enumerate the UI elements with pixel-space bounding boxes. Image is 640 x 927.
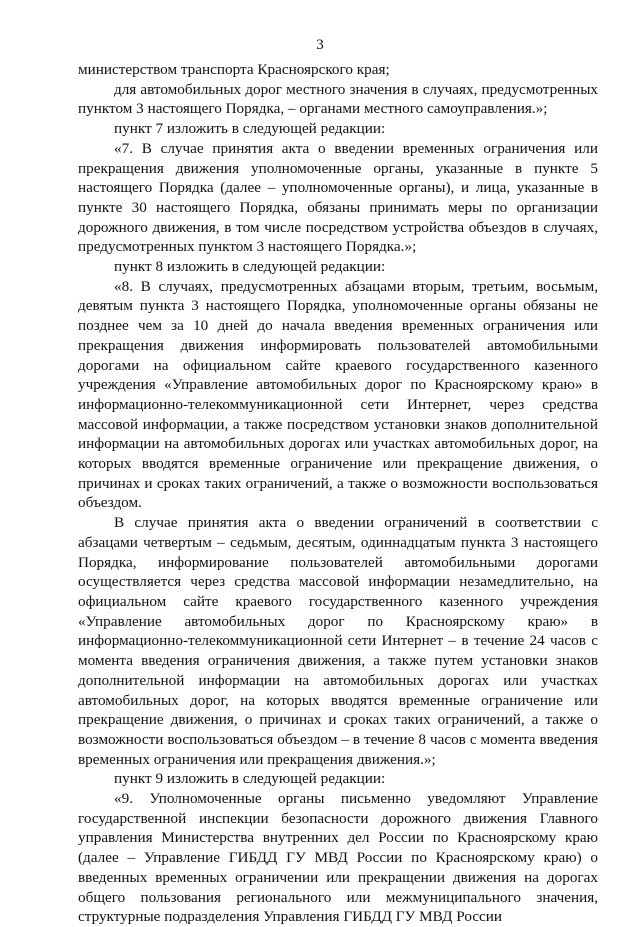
paragraph-6: «8. В случаях, предусмотренных абзацами вторым, третьим, восьмым, девятым пункта 3 настоящего Порядка, уполномоченные органы обязаны не позднее чем за 10 дней до начала введения временных ограничения или прекращения движения информировать пользователей автомобильными дорогами на официальном сайте краевого государственного казенного учреждения «Управление автомобильных дорог по Красноярскому краю» в информационно-телекоммуникационной сети Интернет, через средства массовой информации, а также посредством установки знаков дополнительной информации на автомобильных дорогах или участках автомобильных дорог, на которых вводятся временные ограничение или прекращение движения, о причинах и сроках таких ограничений, а также о возможности воспользоваться объездом. [78, 277, 598, 512]
paragraph-5: пункт 8 изложить в следующей редакции: [114, 258, 386, 276]
page-number: 3 [316, 37, 324, 53]
paragraph-7: В случае принятия акта о введении ограничений в соответствии с абзацами четвертым – седьмым, десятым, одиннадцатым пункта 3 настоящего Порядка, информирование пользователей автомобильными дорогами осуществляется через средства массовой информации незамедлительно, на официальном сайте краевого государственного казенного учреждения «Управление автомобильных дорог по Красноярскому краю» в информационно-телекоммуникационной сети Интернет – в течение 24 часов с момента введения ограничения движения, а также путем установки знаков дополнительной информации на автомобильных дорогах или участках автомобильных дорог, на которых вводятся временные ограничение или прекращение движения, о причинах и сроках таких ограничений, а также о возможности воспользоваться объездом – в течение 8 часов с момента введения временных ограничения или прекращения движения.»; [78, 514, 598, 768]
paragraph-2: для автомобильных дорог местного значения в случаях, предусмотренных пунктом 3 настоящего Порядка, – органами местного самоуправления.»; [78, 80, 598, 118]
paragraph-3: пункт 7 изложить в следующей редакции: [114, 120, 386, 138]
document-body [78, 60, 598, 927]
paragraph-8: пункт 9 изложить в следующей редакции: [114, 770, 386, 788]
paragraph-1: министерством транспорта Красноярского края; [78, 61, 390, 78]
paragraph-4: «7. В случае принятия акта о введении временных ограничения или прекращения движения уполномоченные органы, указанные в пункте 5 настоящего Порядка (далее – уполномоченные органы), и лица, указанные в пункте 30 настоящего Порядка, обязаны принимать меры по организации дорожного движения, в том числе посредством устройства объездов в случаях, предусмотренных пунктом 3 настоящего Порядка.»; [78, 139, 598, 256]
paragraph-9: «9. Уполномоченные органы письменно уведомляют Управление государственной инспекции безопасности дорожного движения Главного управления Министерства внутренних дел России по Красноярскому краю (далее – Управление ГИБДД ГУ МВД России по Красноярскому краю) о введенных временных ограничении или прекращении движения на дорогах общего пользования регионального или межмуниципального значения, структурные подразделения Управления ГИБДД ГУ МВД России [78, 790, 598, 926]
